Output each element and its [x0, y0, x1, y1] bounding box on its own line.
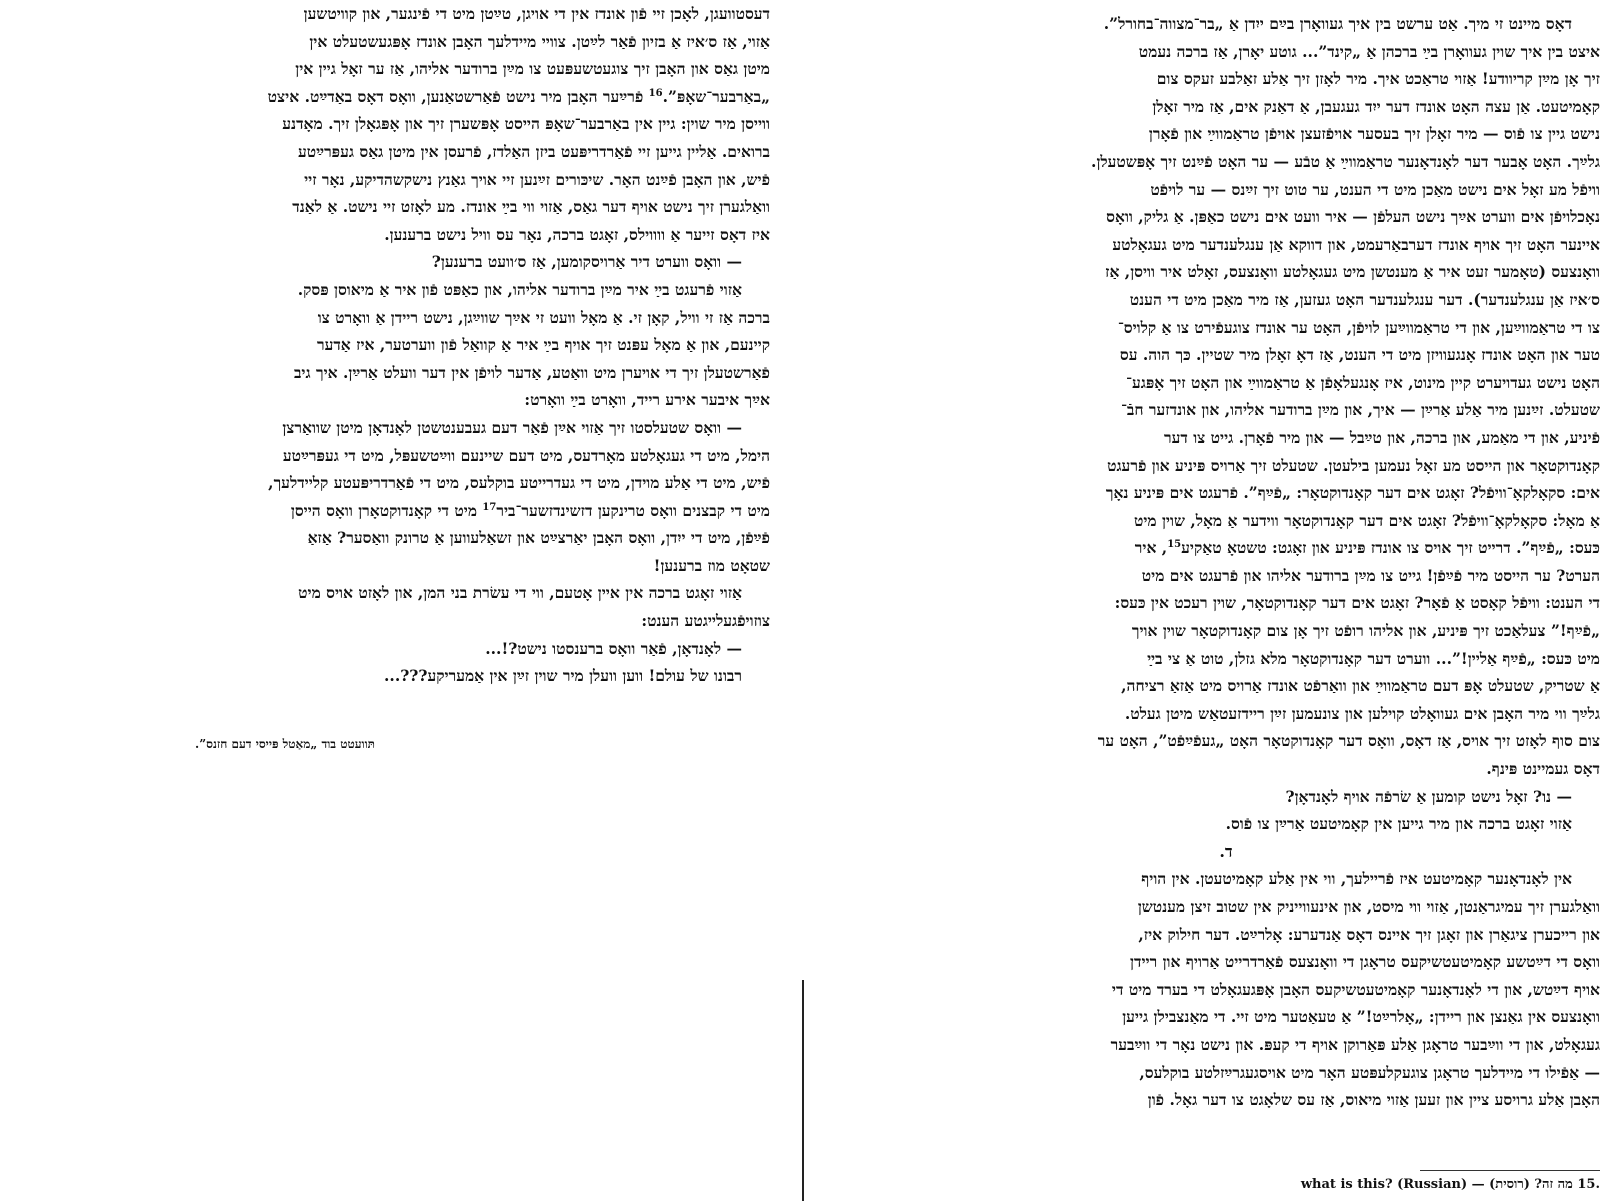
text-line: אַ שטריק, שטעלט אָפּ דעם טראַמווײַ און וואַרפֿט אונדז אַרויס מיט אַזאַ רציחה, — [1121, 676, 1600, 696]
text-line: — וואָס שטעלסטו זיך אַזוי אײַן פֿאַר דעם געבענטשטן לאָנדאָן מיטן שוואַרצן — [282, 417, 742, 437]
text-line: ס׳איז אַן ענגלענדער). דער ענגלענדער האָט געזען, אַז מיר מאַכן מיט די הענט — [1129, 289, 1600, 309]
text-line: פֿאַרשטעלן זיך די אויערן מיט וואַטע, אַדער לויפֿן אין דער וועלט אַרײַן. איך גיב — [293, 362, 770, 382]
text-line: פֿיניע, און די מאַמע, און ברכה, און טײַבל — און מיר פֿאָרן. גייט צו דער — [1163, 427, 1600, 447]
text-line: זיך אָן מײַן קריוודע! אַזוי טראַכט איך. מיר לאָזן זיך אַלע זאַלבע זעקס צום — [1156, 69, 1600, 89]
text-line: אין לאָנדאָנער קאָמיטעט איז פֿריילעך, ווי אין אַלע קאָמיטעטן. אין הויף — [1141, 869, 1572, 889]
right-page — [852, 10, 1600, 1201]
text-line: קאָמיטעט. אַן עצה האָט אונדז דער ייִד געגעבן, אַ דאַנק אים, אַז מיר זאָלן — [1152, 96, 1600, 116]
text-line: הערט? ער הייסט מיר פֿײַפֿן! גייט צו מײַן ברודער אליהו און פֿרעגט אים מיט — [1141, 565, 1600, 585]
text-line: דעסטוועגן, לאָכן זיי פֿון אונדז אין די אויגן, טײַטן מיט די פֿינגער, און קוויטשען — [303, 4, 770, 23]
text-line: אַ מאָל: סקאָלקאָ־וויפֿל? זאָגט אים דער קאָנדוקטאָר ווידער אַ מאָל, שוין מיט — [1133, 510, 1600, 530]
text-fragment: , איר — [1134, 538, 1168, 558]
colophon: תּוועטט בוד „מאַטל פּייסי דעם חזנס”. — [195, 737, 375, 751]
footnote-reference: 15 — [1167, 539, 1182, 551]
text-line: דאָס געמיינט פּינף. — [1486, 759, 1600, 779]
text-line: דאָס מיינט זי מיך. אַט ערשט בין איך געוואָרן בײַם ייִדן אַ „בר־מצווה־בחורל”. — [1103, 14, 1572, 33]
dialogue-line: — וואָס ווערט דיר אַרויסקומען, אַז ס׳וועט ברענען? — [431, 252, 742, 272]
text-fragment: מיט די קאָנדוקטאָרן וואָס הייסן — [290, 500, 483, 520]
text-line: אַזוי, אַז ס׳איז אַ בזיון פֿאַר לײַטן. צוויי מיידלעך האָבן אונדז אָפּגעשטעלט אין — [309, 31, 770, 51]
verse-line: — לאָנדאָן, פֿאַר וואָס ברענסטו נישט?!... — [485, 638, 742, 658]
text-line: אײַך איבער אירע רייד, וואָרט בײַ וואָרט: — [524, 390, 770, 410]
text-line: גלײַך ווי מיר האָבן אים געוואָלט קוילען און צונעמען זײַן ריידזעטאַש מיטן געלט. — [1124, 703, 1600, 723]
section-heading: ד. — [1219, 841, 1233, 861]
text-line: ברכה אַז זי וויל, קאָן זי. אַ מאָל וועט זי אײַך שווײַגן, נישט ריידן אַ וואָרט צו — [317, 307, 770, 327]
text-line: וואָס די דײַטשע קאָמיטעטשיקעס טראָגן די וואָנצעס פֿאַרדרייט אַרויף און ריידן — [1130, 952, 1600, 972]
text-line — [852, 534, 1600, 562]
text-fragment: מיט די קבצנים וואָס טרינקען דזשינדזשער־ביר — [496, 500, 770, 520]
text-line: — אַפֿילו די מיידלעך טראָגן צוגעקלעפּטע האָר מיט אויסגעגרײַזלטע בוקלעס, — [1139, 1062, 1600, 1082]
text-line: וואַלגערן זיך עמיגראַנטן, אַזוי ווי מיסט, און אינעווייניק אין שטוב זיצן מענטשן — [1137, 897, 1600, 916]
text-line: אויף דײַטש, און די לאָנדאָנער קאָמיטעטשיקעס האָבן אָפּגעגאָלט די בערד מיט די — [1111, 979, 1600, 999]
page-gutter-line — [802, 980, 804, 1201]
text-line: מיט כּעס: „פֿײַף אַליין!”... ווערט דער קאָנדוקטאָר מלא גזלן, טוט אַ צי בײַ — [1147, 648, 1600, 668]
text-line: אַזוי זאָגט ברכה און מיר גייען אין קאָמיטעט אַרײַן צו פֿוס. — [1225, 814, 1572, 834]
text-line: „פֿײַף!” צעלאַכט זיך פּיניע, און אליהו רופֿט זיך אָן צום קאָנדוקטאָר שוין אויך — [1131, 621, 1600, 641]
text-line: צוזויפֿגעלייגטע הענט: — [641, 611, 770, 631]
left-page — [0, 0, 770, 1201]
text-line: פֿיש, מיט די אַלע מוידן, מיט די געדרייטע בוקלעס, מיט די פֿאַרדריפּעטע קליידלעך, — [268, 473, 770, 493]
text-line — [0, 83, 770, 111]
text-line: צו די טראַמווײַען, און די טראַמווײַען לויפֿן, האָט ער אונדז צוגעפֿירט צו אַ קלויס־ — [1117, 317, 1600, 337]
text-line: נאָכלויפֿן אים ווערט אײַך נישט העלפֿן — איר וועט אים נישט כאַפּן. אַ גליק, וואָס — [1106, 207, 1600, 227]
text-line: וואָנצעס (טאָמער זעט איר אַ מענטשן מיט געגאָלטע וואָנצעס, זאָלט איר וויסן, אַז — [1105, 262, 1600, 282]
text-line: איצט בין איך שוין געוואָרן בײַ ברכהן אַ „קינד”... גוטע יאָרן, אַז ברכה נעמט — [1138, 41, 1600, 61]
text-line: אַזוי פֿרעגט בײַ איר מײַן ברודער אליהו, און כאַפּט פֿון איר אַ מיאוסן פּסק. — [297, 279, 742, 299]
text-line: פֿײַפֿן, מיט די ייִדן, וואָס האָבן יאַרצײַט און זשאַלעווען אַ טרונק וואַסער? אַזאַ — [307, 528, 770, 548]
text-line: און רייכערן ציגאַרן און זאָגן זיך איינס דאָס אַנדערע: אָלרײַט. דער חילוק איז, — [1138, 924, 1600, 944]
text-line: קאָנדוקטאָר און הייסט מע זאָל נעמען בילעטן. שטעלט זיך אַרויס פּיניע און פֿרעגט — [1107, 455, 1600, 475]
text-line: האָבן אַלע גרויסע ציין און זעען אַזוי מיאוס, אַז עס שלאָגט צו דער גאָל. פֿון — [1147, 1090, 1600, 1110]
verse-line: רבונו של עולם! ווען וועלן מיר שוין זײַן אין אַמעריקע???... — [384, 666, 742, 686]
text-line: וואַלגערן זיך נישט אויף דער גאַס, אַזוי ווי בײַ אונדז. מע לאָזט זיי נישט. אַ לאַנד — [292, 197, 770, 217]
text-line: וואָנצעס אין גאַנצן און ריידן: „אָלרײַט!” אַ טעאַטער מיט זיי. די מאַנצבילן גייען — [1122, 1007, 1600, 1027]
text-line: טער און האָט אונדז אָנגעוויזן מיט די הענט, אַז דאָ זאָלן מיר שטיין. כּך הוה. עס — [1119, 345, 1600, 365]
text-line: הימל, מיט די געגאָלטע מאָרדעס, מיט דעם שיינעם ווײַטשעפּל, מיט די געפּרײַטע — [282, 445, 770, 465]
text-fragment: פֿרײַער האָבן מיר נישט פֿאַרשטאַנען, וואָס דאָס באַדײַט. איצט — [267, 86, 649, 106]
text-line — [0, 497, 770, 525]
text-fragment: כּעס: „פֿײַף”. דרייט זיך אויס צו אונדז פּיניע און זאָגט: טשטאָ טאַקיע — [1181, 538, 1600, 558]
text-line: נישט גיין צו פֿוס — מיר זאָלן זיך בעסער אויפֿזעצן אויפֿן טראַמווײַ און פֿאָרן — [1148, 124, 1600, 144]
text-line: ברואים. אַליין גייען זיי פֿאַרדריפּעט ביזן האַלדז, פֿרעסן אין מיטן גאַס געפּרײַטע — [298, 141, 770, 161]
text-line: גלײַך. האָט אָבער דער לאָנדאָנער טראַמווײַ אַ טבֿע — ער האָט פֿײַנט זיך אָפּשטעלן. — [1091, 151, 1600, 171]
text-line: איז דאָס זייער אַ ווווילס, זאָגט ברכה, נאָר עס וויל נישט ברענען. — [384, 224, 770, 244]
footnote-reference: 16 — [648, 87, 663, 99]
dialogue-line: — נו? זאָל נישט קומען אַ שׂרפֿה אויף לאָנדאָן? — [1285, 786, 1572, 806]
text-line: וויפֿל מע זאָל אים נישט מאַכן מיט די הענט, ער טוט זיך זײַנס — ער לויפֿט — [1150, 179, 1600, 199]
text-line: מיטן גאַס און האָבן זיך צוגעטשעפּעט צו מײַן ברודער אליהו, אַז ער זאָל גיין אין — [295, 59, 770, 79]
text-line: די הענט: וויפֿל קאָסט אַ פֿאָר? זאָגט אים דער קאָנדוקטאָר, שוין רעכט אין כּעס: — [1114, 593, 1600, 613]
text-line: קיינעם, און אַ מאָל עפּנט זיך אויף בײַ איר אַ קוואַל פֿון ווערטער, איז אַדער — [316, 335, 770, 355]
text-line: געגאָלט, און די ווײַבער טראָגן אַלע פּאַרוקן אויף די קעפּ. און נישט נאָר די ווײַבער — [1110, 1034, 1600, 1054]
text-line: שטעלט. זײַנען מיר אַלע אַרײַן — איך, און מײַן ברודער אליהו, און אונדזער חבֿ־ — [1120, 400, 1600, 420]
quoted-term: „באַרבער־שאָפּ”. — [662, 86, 770, 106]
footnote: .15 מה זה? (רוסית) — what is this? (Russian) — [1300, 1177, 1600, 1192]
footnote-divider — [1420, 1170, 1600, 1171]
footnote-reference: 17 — [482, 501, 497, 513]
text-line: פֿיש, און האָבן פֿײַנט האָר. שיכּורים זײַנען זיי אויך גאַנץ נישקשהדיקע, נאָר זיי — [304, 169, 770, 189]
text-line: אים: סקאָלקאָ־וויפֿל? זאָגט אים דער קאָנדוקטאָר: „פֿײַף”. פֿרעגט אים פּיניע נאָך — [1105, 483, 1600, 503]
text-line: צום סוף לאָזט זיך אויס, אַז דאָס, וואָס דער קאָנדוקטאָר האָט „געפֿײַפֿט”, האָט ער — [1097, 731, 1600, 751]
text-line: ווייסן מיר שוין: גיין אין באַרבער־שאָפּ הייסט אָפּשערן זיך און אָפּגאָלן זיך. מאָדנע — [282, 114, 770, 134]
text-line: איינער האָט זיך אויף אונדז דערבאַרעמט, און דווקא אַן ענגלענדער מיט געגאָלטע — [1112, 234, 1600, 254]
text-line: אַזוי זאָגט ברכה אין איין אָטעם, ווי די עשׂרת בני המן, און לאָזט אויס מיט — [298, 583, 742, 603]
text-line: האָט נישט געדויערט קיין מינוט, איז אָנגעלאָפֿן אַ טראַמווײַ און האָט זיך אָפּגע־ — [1126, 372, 1600, 392]
text-line: שטאָט מוז ברענען! — [653, 555, 770, 575]
